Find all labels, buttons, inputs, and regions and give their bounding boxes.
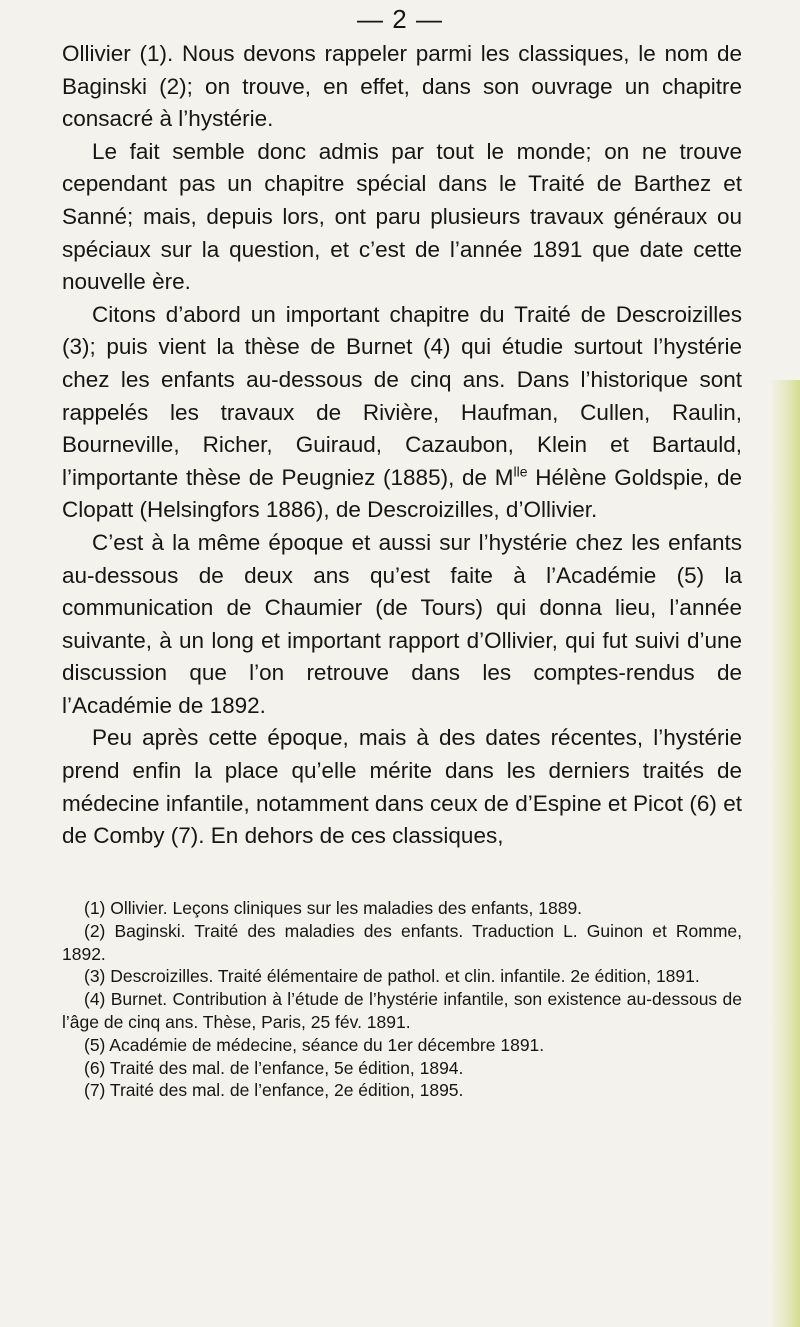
page-edge-stain [770,380,800,1327]
page-number: — 2 — [357,4,443,34]
main-text [62,38,742,853]
footnote-7: (7) Traité des mal. de l’enfance, 2e édition, 1895. [84,1080,464,1101]
paragraph-3-continuation: Hélène Goldspie, de Clopatt (Helsingfors 1886), de Descroizilles, d’Ollivier. [62,464,743,523]
footnote-6: (6) Traité des mal. de l’enfance, 5e édition, 1894. [84,1057,464,1078]
paragraph-3-text: Citons d’abord un important chapitre du Traité de Descroizilles (3); puis vient la thèse de Burnet (4) qui étudie surtout l’hystérie chez les enfants au-dessous de cinq ans. Dans l’historique sont rappelés les travaux de Rivière, Haufman, Cullen, Raulin, Bourneville, Richer, Guiraud, Cazaubon, Klein et Bartauld, l’importante thèse de Peugniez (1885), de M [62,301,742,490]
footnote-2: (2) Baginski. Traité des maladies des enfants. Traduction L. Guinon et Romme, 1892. [62,920,742,964]
paragraph-4: C’est à la même époque et aussi sur l’hystérie chez les enfants au-dessous de deux ans qu’est faite à l’Académie (5) la communication de Chaumier (de Tours) qui donna lieu, l’année suivante, à un long et important rapport d’Ollivier, qui fut suivi d’une discussion que l’on retrouve dans les comptes-rendus de l’Académie de 1892. [62,529,742,718]
paragraph-1: Ollivier (1). Nous devons rappeler parmi les classiques, le nom de Baginski (2); on trouve, en effet, dans son ouvrage un chapitre consacré à l’hystérie. [62,41,742,132]
paragraph-3 [62,299,742,527]
footnote-5: (5) Académie de médecine, séance du 1er décembre 1891. [84,1034,545,1055]
footnote-3: (3) Descroizilles. Traité élémentaire de pathol. et clin. infantile. 2e édition, 1891. [84,966,700,987]
mademoiselle-abbrev-superscript: lle [513,463,528,480]
footnote-1: (1) Ollivier. Leçons cliniques sur les maladies des enfants, 1889. [84,898,583,918]
footnote-4: (4) Burnet. Contribution à l’étude de l’hystérie infantile, son existence au-dessous de l’âge de cinq ans. Thèse, Paris, 25 fév. 1891. [62,989,742,1032]
footnotes [62,897,742,1102]
paragraph-2: Le fait semble donc admis par tout le monde; on ne trouve cependant pas un chapitre spécial dans le Traité de Barthez et Sanné; mais, depuis lors, ont paru plusieurs travaux généraux ou spéciaux sur la question, et c’est de l’année 1891 que date cette nouvelle ère. [62,138,742,295]
paragraph-5: Peu après cette époque, mais à des dates récentes, l’hystérie prend enfin la place qu’elle mérite dans les derniers traités de médecine infantile, notamment dans ceux de d’Espine et Picot (6) et de Comby (7). En dehors de ces classiques, [62,725,742,849]
